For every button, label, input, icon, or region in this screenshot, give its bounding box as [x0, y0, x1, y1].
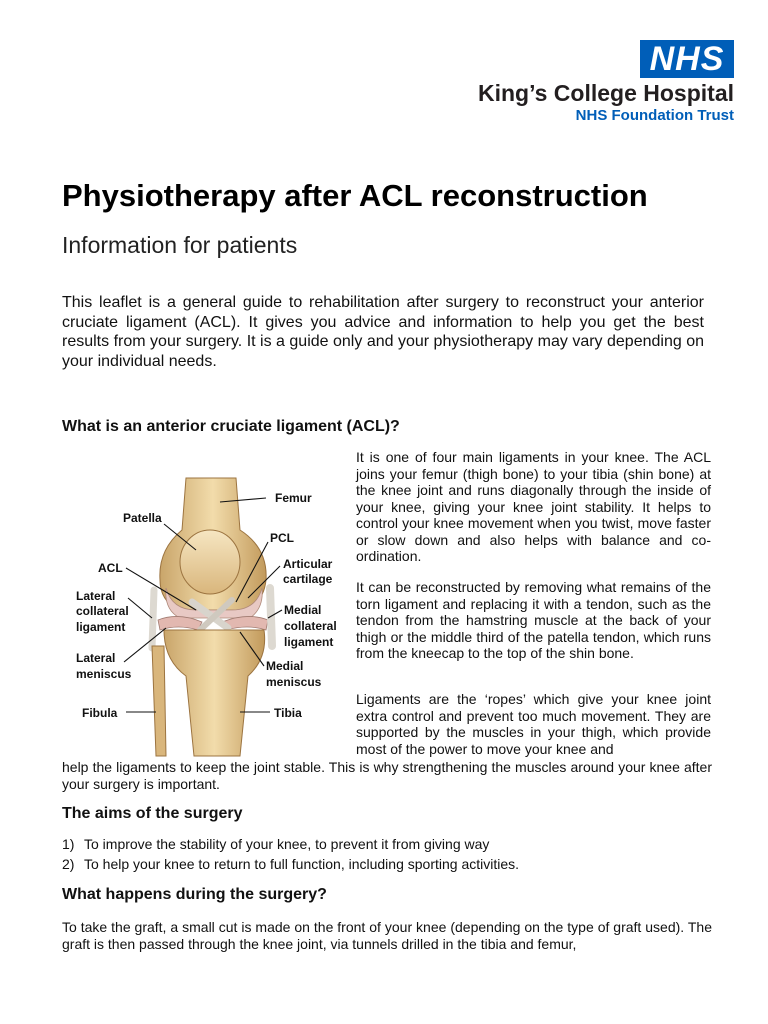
- nhs-logo: NHS: [640, 40, 734, 78]
- label-acl: ACL: [98, 561, 123, 575]
- section-heading-acl: What is an anterior cruciate ligament (ACL)?: [62, 418, 400, 435]
- label-medial-meniscus-2: meniscus: [266, 675, 322, 689]
- label-medial-collateral-2: collateral: [284, 619, 337, 633]
- label-medial-collateral-1: Medial: [284, 603, 322, 617]
- intro-paragraph: This leaflet is a general guide to rehabilitation after surgery to reconstruct your anterior cruciate ligament (ACL). It gives you advice and information to help you get the best results from your surgery. It is a guide only and your physiotherapy may vary depending on your individual needs.: [62, 294, 704, 370]
- tibia-shape: [164, 630, 265, 756]
- acl-paragraph-3-continued: help the ligaments to keep the joint stable. This is why strengthening the muscles around your knee after your surgery is important.: [62, 759, 712, 792]
- section-heading-during-surgery: What happens during the surgery?: [62, 886, 327, 903]
- label-lateral-collateral-1: Lateral: [76, 589, 116, 603]
- list-item-number: 1): [62, 836, 75, 852]
- trust-name: NHS Foundation Trust: [575, 107, 734, 124]
- label-medial-meniscus-1: Medial: [266, 659, 304, 673]
- page-title: Physiotherapy after ACL reconstruction: [62, 178, 648, 213]
- acl-paragraph-2: It can be reconstructed by removing what remains of the torn ligament and replacing it with a tendon, such as the tendon from the hamstring muscle at the back of your thigh or the middle third of the patella tendon, which runs from the kneecap to the top of the shin bone.: [356, 579, 711, 661]
- list-item: [62, 836, 489, 852]
- list-item: [62, 856, 519, 872]
- list-item-text: To help your knee to return to full function, including sporting activities.: [84, 856, 520, 872]
- during-surgery-paragraph: To take the graft, a small cut is made on the front of your knee (depending on the type of graft used). The graft is then passed through the knee joint, via tunnels drilled in the tibia and femur,: [62, 919, 712, 952]
- acl-paragraph-1: It is one of four main ligaments in your knee. The ACL joins your femur (thigh bone) to your tibia (shin bone) at the knee joint and runs diagonally through the inside of your knee, giving your knee joint stability. It helps to control your knee movement when you twist, move faster or slow down and also helps with balance and co-ordination.: [356, 449, 711, 564]
- label-fibula: Fibula: [82, 706, 118, 720]
- label-femur: Femur: [275, 491, 312, 505]
- knee-diagram-svg: [68, 470, 348, 760]
- list-item-number: 2): [62, 856, 75, 872]
- patella-shape: [180, 530, 240, 594]
- fibula-shape: [152, 646, 166, 756]
- section-heading-aims: The aims of the surgery: [62, 805, 243, 822]
- list-item-text: To improve the stability of your knee, to prevent it from giving way: [84, 836, 490, 852]
- label-lateral-collateral-2: collateral: [76, 604, 129, 618]
- knee-anatomy-diagram: [68, 470, 348, 760]
- label-lateral-meniscus-1: Lateral: [76, 651, 116, 665]
- label-tibia: Tibia: [274, 706, 302, 720]
- lateral-meniscus-shape: [158, 616, 202, 630]
- label-pcl: PCL: [270, 531, 294, 545]
- label-patella: Patella: [123, 511, 162, 525]
- page-subtitle: Information for patients: [62, 232, 298, 258]
- label-medial-collateral-3: ligament: [284, 635, 334, 649]
- hospital-name: King’s College Hospital: [477, 80, 734, 106]
- label-articular: Articular: [283, 557, 333, 571]
- label-lateral-collateral-3: ligament: [76, 620, 126, 634]
- label-cartilage: cartilage: [283, 572, 333, 586]
- acl-paragraph-3: Ligaments are the ‘ropes’ which give your knee joint extra control and prevent too much movement. They are supported by the muscles in your thigh, which provide most of the power to move your knee and: [356, 691, 711, 757]
- label-lateral-meniscus-2: meniscus: [76, 667, 132, 681]
